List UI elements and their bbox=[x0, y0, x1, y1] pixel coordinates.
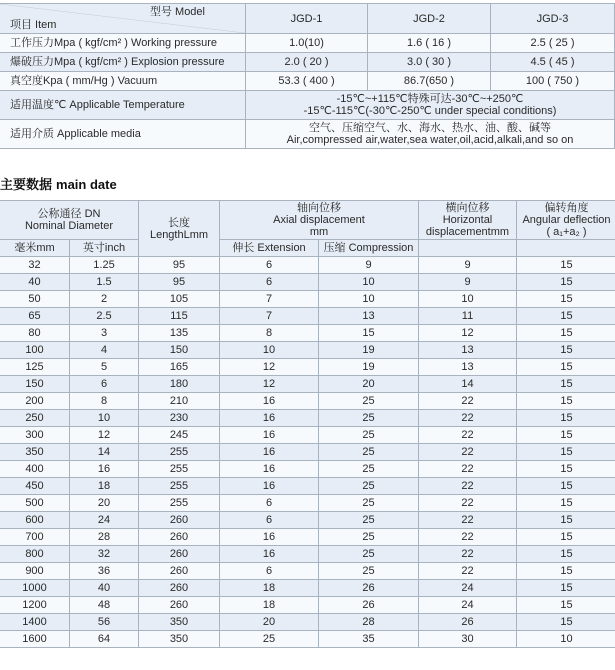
angular-cell: 10 bbox=[517, 631, 615, 648]
angular-cell: 15 bbox=[517, 325, 615, 342]
dn-mm-cell: 1000 bbox=[0, 580, 70, 597]
extension-cell: 18 bbox=[220, 580, 319, 597]
table-row bbox=[0, 478, 615, 495]
spec-value: 2.0 ( 20 ) bbox=[246, 53, 368, 72]
length-cell: 245 bbox=[139, 427, 220, 444]
dn-mm-cell: 350 bbox=[0, 444, 70, 461]
compression-cell: 20 bbox=[319, 376, 419, 393]
length-cell: 260 bbox=[139, 580, 220, 597]
table-row bbox=[0, 274, 615, 291]
compression-cell: 25 bbox=[319, 546, 419, 563]
angular-header bbox=[517, 201, 615, 240]
horizontal-cell: 12 bbox=[419, 325, 517, 342]
length-cell: 350 bbox=[139, 614, 220, 631]
table-row bbox=[0, 308, 615, 325]
angular-cell: 15 bbox=[517, 410, 615, 427]
length-cell: 115 bbox=[139, 308, 220, 325]
horizontal-cell: 22 bbox=[419, 478, 517, 495]
angular-cell: 15 bbox=[517, 478, 615, 495]
angular-cell: 15 bbox=[517, 393, 615, 410]
table-row bbox=[0, 461, 615, 478]
angular-cell: 15 bbox=[517, 529, 615, 546]
spec-value: 53.3 ( 400 ) bbox=[246, 72, 368, 91]
horizontal-cell: 9 bbox=[419, 274, 517, 291]
length-cell: 260 bbox=[139, 597, 220, 614]
media-value bbox=[246, 120, 615, 149]
length-cell: 165 bbox=[139, 359, 220, 376]
length-cell: 150 bbox=[139, 342, 220, 359]
header-row-2 bbox=[0, 240, 615, 257]
spec-header-row bbox=[0, 4, 615, 34]
extension-cell: 6 bbox=[220, 495, 319, 512]
extension-cell: 16 bbox=[220, 478, 319, 495]
length-cell: 260 bbox=[139, 529, 220, 546]
main-data-table bbox=[0, 200, 615, 648]
dn-mm-cell: 32 bbox=[0, 257, 70, 274]
dn-inch-cell: 8 bbox=[70, 393, 139, 410]
table-row bbox=[0, 631, 615, 648]
spec-value: 1.6 ( 16 ) bbox=[368, 34, 491, 53]
dn-mm-cell: 600 bbox=[0, 512, 70, 529]
nominal-diameter-cn: 公称通径 DN bbox=[0, 208, 138, 220]
spec-row bbox=[0, 53, 615, 72]
horizontal-en1: Horizontal bbox=[419, 214, 516, 226]
table-row bbox=[0, 546, 615, 563]
extension-cell: 12 bbox=[220, 359, 319, 376]
dn-mm-cell: 250 bbox=[0, 410, 70, 427]
dn-inch-cell: 36 bbox=[70, 563, 139, 580]
dn-mm-cell: 450 bbox=[0, 478, 70, 495]
horizontal-cell: 22 bbox=[419, 427, 517, 444]
table-row bbox=[0, 597, 615, 614]
temperature-row bbox=[0, 91, 615, 120]
temperature-label: 适用温度℃ Applicable Temperature bbox=[0, 91, 246, 120]
dn-mm-cell: 100 bbox=[0, 342, 70, 359]
extension-cell: 10 bbox=[220, 342, 319, 359]
temperature-line-cn: -15℃~+115℃特殊可达-30℃~+250℃ bbox=[246, 93, 614, 105]
model-item-header bbox=[0, 4, 246, 34]
compression-cell: 25 bbox=[319, 563, 419, 580]
extension-cell: 16 bbox=[220, 410, 319, 427]
compression-cell: 25 bbox=[319, 393, 419, 410]
dn-inch-cell: 4 bbox=[70, 342, 139, 359]
temperature-line-en: -15℃-115℃(-30℃-250℃ under special conditions) bbox=[246, 105, 614, 117]
dn-mm-cell: 300 bbox=[0, 427, 70, 444]
table-row bbox=[0, 529, 615, 546]
extension-cell: 18 bbox=[220, 597, 319, 614]
media-row bbox=[0, 120, 615, 149]
angular-cell: 15 bbox=[517, 495, 615, 512]
table-row bbox=[0, 614, 615, 631]
length-cn: 长度 bbox=[139, 217, 219, 229]
axial-header bbox=[220, 201, 419, 240]
horizontal-cell: 22 bbox=[419, 529, 517, 546]
nominal-diameter-header bbox=[0, 201, 139, 240]
dn-inch-cell: 20 bbox=[70, 495, 139, 512]
compression-cell: 25 bbox=[319, 461, 419, 478]
temperature-value bbox=[246, 91, 615, 120]
spec-value: 1.0(10) bbox=[246, 34, 368, 53]
header-row-1 bbox=[0, 201, 615, 240]
horizontal-cell: 13 bbox=[419, 359, 517, 376]
angular-cell: 15 bbox=[517, 291, 615, 308]
angular-cell: 15 bbox=[517, 563, 615, 580]
extension-cell: 6 bbox=[220, 274, 319, 291]
compression-cell: 10 bbox=[319, 274, 419, 291]
nominal-diameter-en: Nominal Diameter bbox=[0, 220, 138, 232]
dn-inch-cell: 14 bbox=[70, 444, 139, 461]
angular-cell: 15 bbox=[517, 512, 615, 529]
dn-inch-cell: 64 bbox=[70, 631, 139, 648]
horizontal-cell: 22 bbox=[419, 393, 517, 410]
horizontal-cell: 11 bbox=[419, 308, 517, 325]
media-label: 适用介质 Applicable media bbox=[0, 120, 246, 149]
media-line-cn: 空气、压缩空气、水、海水、热水、油、酸、碱等 bbox=[246, 122, 614, 134]
dn-mm-cell: 1200 bbox=[0, 597, 70, 614]
table-row bbox=[0, 580, 615, 597]
length-cell: 105 bbox=[139, 291, 220, 308]
spec-value: 86.7(650 ) bbox=[368, 72, 491, 91]
length-cell: 255 bbox=[139, 461, 220, 478]
length-header bbox=[139, 201, 220, 257]
horizontal-cell: 22 bbox=[419, 461, 517, 478]
table-row bbox=[0, 427, 615, 444]
table-row bbox=[0, 342, 615, 359]
horizontal-cell: 9 bbox=[419, 257, 517, 274]
compression-cell: 15 bbox=[319, 325, 419, 342]
inch-header: 英寸inch bbox=[70, 240, 139, 257]
length-cell: 135 bbox=[139, 325, 220, 342]
length-cell: 255 bbox=[139, 478, 220, 495]
section-title-cn: 主要数据 bbox=[0, 177, 52, 192]
dn-inch-cell: 3 bbox=[70, 325, 139, 342]
dn-mm-cell: 500 bbox=[0, 495, 70, 512]
angular-formula: ( a₁+a₂ ) bbox=[517, 226, 615, 238]
table-row bbox=[0, 410, 615, 427]
dn-inch-cell: 40 bbox=[70, 580, 139, 597]
media-line-en: Air,compressed air,water,sea water,oil,acid,alkali,and so on bbox=[246, 134, 614, 146]
dn-mm-cell: 900 bbox=[0, 563, 70, 580]
section-title-en: main date bbox=[56, 177, 117, 192]
dn-mm-cell: 125 bbox=[0, 359, 70, 376]
angular-cell: 15 bbox=[517, 308, 615, 325]
dn-mm-cell: 150 bbox=[0, 376, 70, 393]
compression-cell: 25 bbox=[319, 427, 419, 444]
compression-cell: 25 bbox=[319, 512, 419, 529]
compression-cell: 35 bbox=[319, 631, 419, 648]
length-cell: 350 bbox=[139, 631, 220, 648]
angular-cell: 15 bbox=[517, 359, 615, 376]
spec-value: 3.0 ( 30 ) bbox=[368, 53, 491, 72]
dn-inch-cell: 2.5 bbox=[70, 308, 139, 325]
extension-cell: 7 bbox=[220, 291, 319, 308]
horizontal-cell: 22 bbox=[419, 410, 517, 427]
model-header: JGD-1 bbox=[246, 4, 368, 34]
spec-value: 2.5 ( 25 ) bbox=[491, 34, 615, 53]
table-row bbox=[0, 257, 615, 274]
dn-inch-cell: 24 bbox=[70, 512, 139, 529]
dn-inch-cell: 28 bbox=[70, 529, 139, 546]
angular-cell: 15 bbox=[517, 427, 615, 444]
extension-cell: 16 bbox=[220, 427, 319, 444]
section-title bbox=[0, 177, 117, 192]
extension-cell: 7 bbox=[220, 308, 319, 325]
angular-cell: 15 bbox=[517, 274, 615, 291]
extension-cell: 16 bbox=[220, 461, 319, 478]
length-cell: 180 bbox=[139, 376, 220, 393]
table-row bbox=[0, 512, 615, 529]
model-header: JGD-3 bbox=[491, 4, 615, 34]
mm-header: 毫米mm bbox=[0, 240, 70, 257]
dn-mm-cell: 400 bbox=[0, 461, 70, 478]
horizontal-cell: 10 bbox=[419, 291, 517, 308]
spec-row bbox=[0, 34, 615, 53]
angular-cell: 15 bbox=[517, 376, 615, 393]
length-cell: 210 bbox=[139, 393, 220, 410]
compression-cell: 19 bbox=[319, 342, 419, 359]
dn-mm-cell: 1600 bbox=[0, 631, 70, 648]
dn-mm-cell: 80 bbox=[0, 325, 70, 342]
compression-cell: 26 bbox=[319, 580, 419, 597]
length-cell: 260 bbox=[139, 563, 220, 580]
dn-inch-cell: 6 bbox=[70, 376, 139, 393]
horizontal-cn: 横向位移 bbox=[419, 202, 516, 214]
table-row bbox=[0, 393, 615, 410]
dn-mm-cell: 50 bbox=[0, 291, 70, 308]
length-cell: 95 bbox=[139, 257, 220, 274]
compression-header: 压缩 Compression bbox=[319, 240, 419, 257]
horizontal-subheader bbox=[419, 240, 517, 257]
spec-row bbox=[0, 72, 615, 91]
compression-cell: 13 bbox=[319, 308, 419, 325]
dn-mm-cell: 200 bbox=[0, 393, 70, 410]
table-row bbox=[0, 495, 615, 512]
extension-cell: 6 bbox=[220, 512, 319, 529]
spec-label: 真空度Kpa ( mm/Hg ) Vacuum bbox=[0, 72, 246, 91]
compression-cell: 19 bbox=[319, 359, 419, 376]
table-row bbox=[0, 325, 615, 342]
axial-cn: 轴向位移 bbox=[220, 202, 418, 214]
angular-cell: 15 bbox=[517, 444, 615, 461]
extension-cell: 8 bbox=[220, 325, 319, 342]
horizontal-cell: 22 bbox=[419, 495, 517, 512]
dn-inch-cell: 16 bbox=[70, 461, 139, 478]
extension-cell: 12 bbox=[220, 376, 319, 393]
horizontal-cell: 24 bbox=[419, 597, 517, 614]
length-cell: 260 bbox=[139, 512, 220, 529]
dn-mm-cell: 65 bbox=[0, 308, 70, 325]
dn-inch-cell: 12 bbox=[70, 427, 139, 444]
horizontal-cell: 24 bbox=[419, 580, 517, 597]
table-row bbox=[0, 444, 615, 461]
dn-inch-cell: 32 bbox=[70, 546, 139, 563]
compression-cell: 25 bbox=[319, 495, 419, 512]
length-cell: 255 bbox=[139, 444, 220, 461]
dn-inch-cell: 5 bbox=[70, 359, 139, 376]
dn-mm-cell: 700 bbox=[0, 529, 70, 546]
table-row bbox=[0, 359, 615, 376]
angular-cell: 15 bbox=[517, 580, 615, 597]
angular-cell: 15 bbox=[517, 257, 615, 274]
axial-unit: mm bbox=[220, 226, 418, 238]
dn-inch-cell: 2 bbox=[70, 291, 139, 308]
dn-inch-cell: 10 bbox=[70, 410, 139, 427]
extension-header: 伸长 Extension bbox=[220, 240, 319, 257]
spec-value: 100 ( 750 ) bbox=[491, 72, 615, 91]
compression-cell: 28 bbox=[319, 614, 419, 631]
dn-inch-cell: 56 bbox=[70, 614, 139, 631]
compression-cell: 10 bbox=[319, 291, 419, 308]
spec-label: 工作压力Mpa ( kgf/cm² ) Working pressure bbox=[0, 34, 246, 53]
item-label: 项目 Item bbox=[10, 19, 56, 31]
horizontal-en2: displacementmm bbox=[419, 226, 516, 238]
horizontal-cell: 22 bbox=[419, 546, 517, 563]
length-cell: 260 bbox=[139, 546, 220, 563]
horizontal-cell: 22 bbox=[419, 444, 517, 461]
horizontal-cell: 26 bbox=[419, 614, 517, 631]
angular-cell: 15 bbox=[517, 342, 615, 359]
compression-cell: 25 bbox=[319, 478, 419, 495]
angular-cell: 15 bbox=[517, 461, 615, 478]
table-row bbox=[0, 376, 615, 393]
angular-subheader bbox=[517, 240, 615, 257]
length-cell: 255 bbox=[139, 495, 220, 512]
compression-cell: 25 bbox=[319, 529, 419, 546]
table-row bbox=[0, 291, 615, 308]
watermark: hzliquandao.cn.alibaba.com bbox=[0, 650, 253, 670]
length-cell: 95 bbox=[139, 274, 220, 291]
horizontal-cell: 13 bbox=[419, 342, 517, 359]
dn-mm-cell: 800 bbox=[0, 546, 70, 563]
horizontal-cell: 22 bbox=[419, 563, 517, 580]
model-label: 型号 Model bbox=[150, 6, 205, 18]
extension-cell: 6 bbox=[220, 257, 319, 274]
dn-inch-cell: 1.25 bbox=[70, 257, 139, 274]
angular-en: Angular deflection bbox=[517, 214, 615, 226]
compression-cell: 25 bbox=[319, 410, 419, 427]
spec-value: 4.5 ( 45 ) bbox=[491, 53, 615, 72]
model-header: JGD-2 bbox=[368, 4, 491, 34]
horizontal-cell: 30 bbox=[419, 631, 517, 648]
table-row bbox=[0, 563, 615, 580]
angular-cn: 偏转角度 bbox=[517, 202, 615, 214]
spec-table bbox=[0, 3, 615, 149]
angular-cell: 15 bbox=[517, 546, 615, 563]
dn-mm-cell: 1400 bbox=[0, 614, 70, 631]
horizontal-cell: 14 bbox=[419, 376, 517, 393]
dn-inch-cell: 1.5 bbox=[70, 274, 139, 291]
horizontal-cell: 22 bbox=[419, 512, 517, 529]
angular-cell: 15 bbox=[517, 614, 615, 631]
axial-en: Axial displacement bbox=[220, 214, 418, 226]
extension-cell: 20 bbox=[220, 614, 319, 631]
extension-cell: 25 bbox=[220, 631, 319, 648]
data-rows bbox=[0, 257, 615, 648]
extension-cell: 16 bbox=[220, 529, 319, 546]
dn-inch-cell: 48 bbox=[70, 597, 139, 614]
compression-cell: 25 bbox=[319, 444, 419, 461]
length-en: LengthLmm bbox=[139, 229, 219, 241]
spec-label: 爆破压力Mpa ( kgf/cm² ) Explosion pressure bbox=[0, 53, 246, 72]
length-cell: 230 bbox=[139, 410, 220, 427]
dn-inch-cell: 18 bbox=[70, 478, 139, 495]
extension-cell: 16 bbox=[220, 444, 319, 461]
extension-cell: 16 bbox=[220, 393, 319, 410]
compression-cell: 9 bbox=[319, 257, 419, 274]
angular-cell: 15 bbox=[517, 597, 615, 614]
extension-cell: 6 bbox=[220, 563, 319, 580]
dn-mm-cell: 40 bbox=[0, 274, 70, 291]
horizontal-header bbox=[419, 201, 517, 240]
compression-cell: 26 bbox=[319, 597, 419, 614]
extension-cell: 16 bbox=[220, 546, 319, 563]
